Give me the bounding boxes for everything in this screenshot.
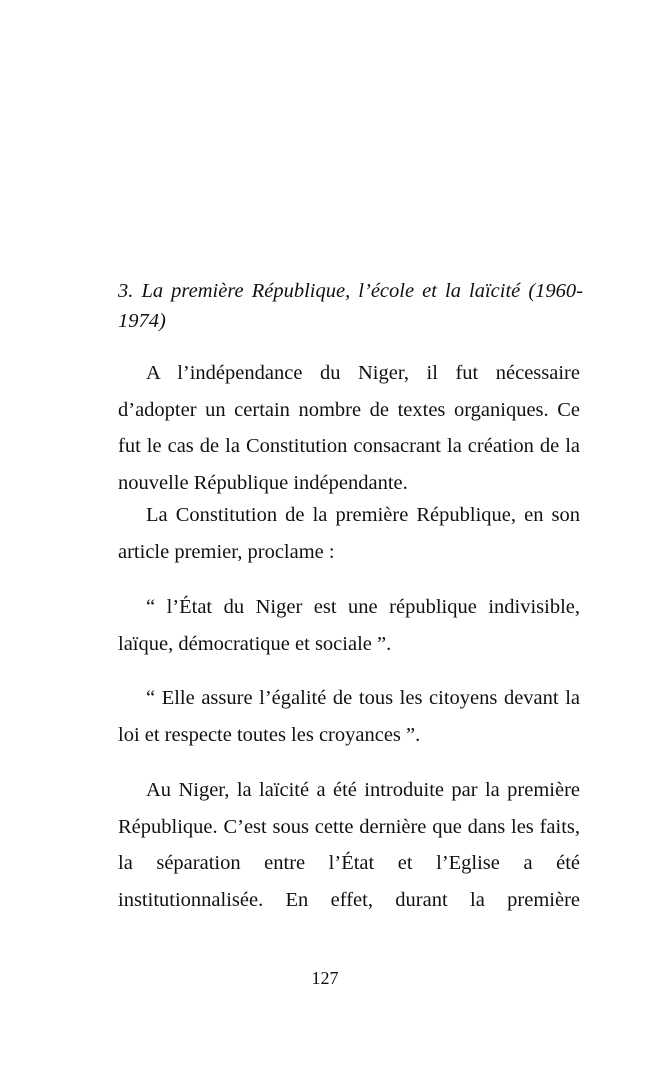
paragraph-independence: A l’indépendance du Niger, il fut nécessaire d’adopter un certain nombre de textes organiques. Ce fut le cas de la Constitution consacrant la création de la nouvelle République indépendante. — [118, 362, 580, 494]
quote-equality: “ Elle assure l’égalité de tous les citoyens devant la loi et respecte toutes les croyances ”. — [118, 687, 580, 746]
page-number: 127 — [311, 968, 339, 988]
quote-article-one: “ l’État du Niger est une république indivisible, laïque, démocratique et sociale ”. — [118, 596, 580, 655]
paragraph-constitution-intro: La Constitution de la première République, en son article premier, proclame : — [118, 504, 580, 563]
paragraph-laicite: Au Niger, la laïcité a été introduite par la première République. C’est sous cette dernière que dans les faits, la séparation entre l’État et l’Eglise a été institutionnalisée. En effet, durant la première — [118, 779, 580, 911]
section-heading: 3. La première République, l’école et la laïcité (1960-1974) — [118, 280, 583, 332]
